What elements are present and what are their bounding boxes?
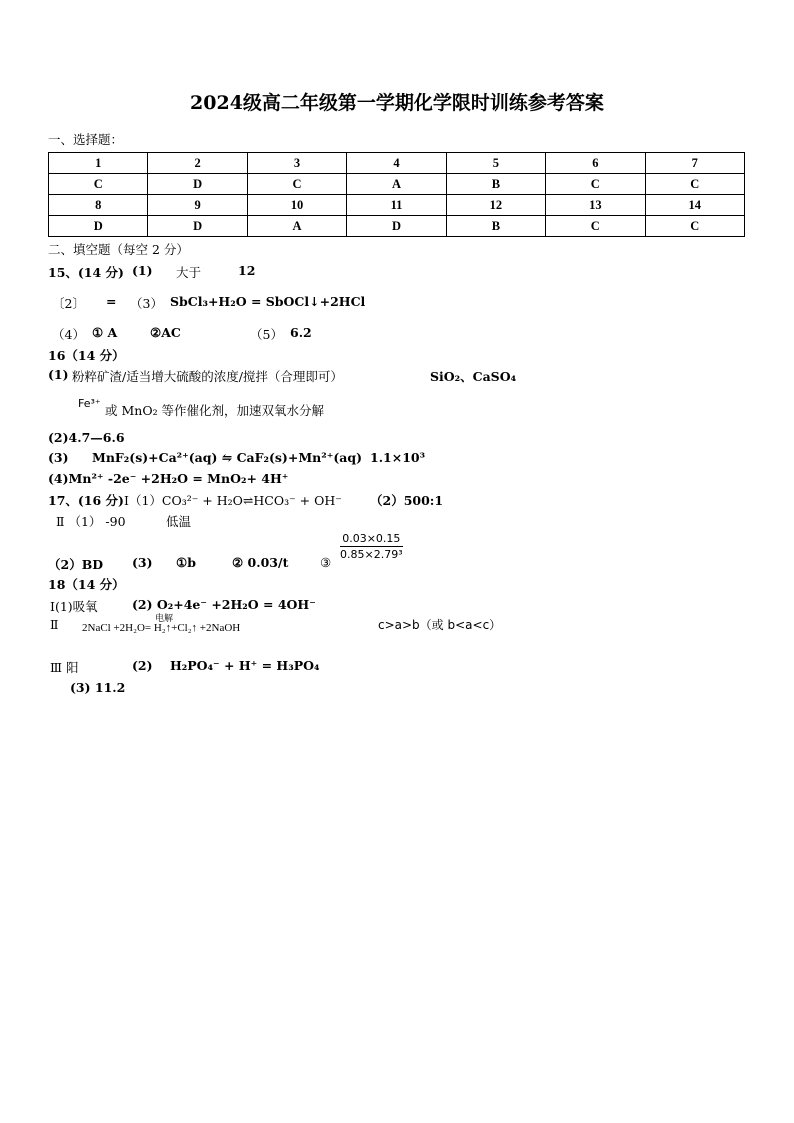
q15-part1-answer-b: 12 — [238, 263, 256, 278]
q17-heading: 17、(16 分) — [48, 493, 124, 508]
q17-part3-c: ③ — [320, 555, 332, 570]
q17-part3-a: ①b — [176, 555, 196, 570]
question-number-cell: 4 — [347, 153, 446, 174]
answer-cell: C — [645, 174, 744, 195]
answer-cell: A — [247, 216, 346, 237]
q15-part4-answer-b: ②AC — [150, 325, 181, 340]
q15-part4-answer-a: ① A — [92, 325, 118, 340]
question-number-cell: 2 — [148, 153, 247, 174]
q18-ii-order: c>a>b（或 b<a<c） — [378, 618, 502, 632]
q15-part5-label: （5） — [250, 327, 283, 342]
page-title: 2024级高二年级第一学期化学限时训练参考答案 — [190, 92, 604, 114]
question-number-cell: 7 — [645, 153, 744, 174]
q16-part3-equation: MnF₂(s)+Ca²⁺(aq) ⇋ CaF₂(s)+Mn²⁺(aq) — [92, 450, 362, 465]
q17-part3-b: ② 0.03/t — [232, 555, 289, 570]
q17-i-part2: （2）500:1 — [370, 493, 444, 508]
q18-i-part1: Ⅰ(1)吸氧 — [50, 599, 98, 614]
question-number-cell: 3 — [247, 153, 346, 174]
q17-ii-part1: Ⅱ （1） -90 — [56, 514, 126, 529]
question-number-cell: 1 — [49, 153, 148, 174]
q18-iii-part3: (3) 11.2 — [70, 680, 126, 695]
q16-part1-answer-b: SiO₂、CaSO₄ — [430, 369, 517, 384]
answer-cell: D — [49, 216, 148, 237]
q18-ii-equation: 2NaCl +2H₂O= H₂↑+Cl₂↑ +2NaOH — [82, 622, 241, 634]
question-number-cell: 8 — [49, 195, 148, 216]
q15-part2-label: 〔2〕 — [52, 296, 85, 311]
q18-iii-part1: Ⅲ 阳 — [50, 660, 79, 675]
q15-part5-answer: 6.2 — [290, 325, 312, 340]
q18-i-part2: (2) O₂+4e⁻ +2H₂O = 4OH⁻ — [132, 597, 316, 612]
question-number-cell: 5 — [446, 153, 545, 174]
question-number-cell: 14 — [645, 195, 744, 216]
answer-row — [49, 216, 745, 237]
q17-fraction — [340, 532, 403, 561]
q16-part2: (2)4.7—6.6 — [48, 430, 125, 445]
q16-part1-label: (1) — [48, 367, 69, 382]
answer-row — [49, 174, 745, 195]
answer-cell: D — [148, 174, 247, 195]
q16-fe-ion: Fe³⁺ — [78, 397, 101, 410]
q18-iii-part2-equation: H₂PO₄⁻ + H⁺ = H₃PO₄ — [170, 658, 320, 673]
answer-cell: C — [645, 216, 744, 237]
section-fill-heading: 二、填空题（每空 2 分） — [48, 242, 189, 257]
question-number-cell: 11 — [347, 195, 446, 216]
q15-heading: 15、(14 分) — [48, 265, 124, 280]
q15-part2-answer: = — [106, 294, 117, 309]
answer-cell: C — [546, 216, 645, 237]
fraction-numerator: 0.03×0.15 — [340, 532, 403, 547]
q16-part1-answer-a: 粉粹矿渣/适当增大硫酸的浓度/搅拌（合理即可） — [72, 369, 343, 384]
question-number-cell: 13 — [546, 195, 645, 216]
answer-cell: D — [347, 216, 446, 237]
question-number-row — [49, 195, 745, 216]
answer-cell: D — [148, 216, 247, 237]
q18-iii-part2-label: (2) — [132, 658, 153, 673]
electrolysis-condition: 电解 — [155, 614, 174, 624]
q15-part3-answer: SbCl₃+H₂O = SbOCl↓+2HCl — [170, 294, 366, 309]
question-number-row — [49, 153, 745, 174]
q15-part3-label: （3） — [130, 296, 163, 311]
answer-cell: C — [546, 174, 645, 195]
q17-part3-label: (3) — [132, 555, 153, 570]
q18-ii-label: Ⅱ — [50, 617, 59, 632]
q16-part1-answer-c: 或 MnO₂ 等作催化剂，加速双氧水分解 — [105, 403, 325, 418]
q17-ii-part1-b: 低温 — [166, 514, 192, 529]
q15-part4-label: （4） — [52, 327, 85, 342]
q15-part1-answer-a: 大于 — [176, 265, 202, 280]
question-number-cell: 12 — [446, 195, 545, 216]
question-number-cell: 6 — [546, 153, 645, 174]
answer-cell: A — [347, 174, 446, 195]
q17-i-part1: Ⅰ（1）CO₃²⁻ + H₂O⇌HCO₃⁻ + OH⁻ — [124, 493, 342, 508]
q16-part3-label: (3) — [48, 450, 69, 465]
answer-cell: C — [49, 174, 148, 195]
q16-part4: (4)Mn²⁺ -2e⁻ +2H₂O = MnO₂+ 4H⁺ — [48, 471, 289, 486]
answer-cell: C — [247, 174, 346, 195]
section-choice-heading: 一、选择题： — [48, 132, 124, 147]
q17-part2: （2）BD — [48, 557, 104, 572]
q18-heading: 18（14 分） — [48, 577, 125, 592]
question-number-cell: 9 — [148, 195, 247, 216]
q16-part3-k: 1.1×10³ — [370, 450, 426, 465]
question-number-cell: 10 — [247, 195, 346, 216]
answer-table — [48, 152, 745, 237]
answer-cell: B — [446, 216, 545, 237]
fraction-denominator: 0.85×2.79³ — [340, 548, 403, 561]
q16-heading: 16（14 分） — [48, 348, 125, 363]
answer-cell: B — [446, 174, 545, 195]
q15-part1-label: (1) — [132, 263, 153, 278]
